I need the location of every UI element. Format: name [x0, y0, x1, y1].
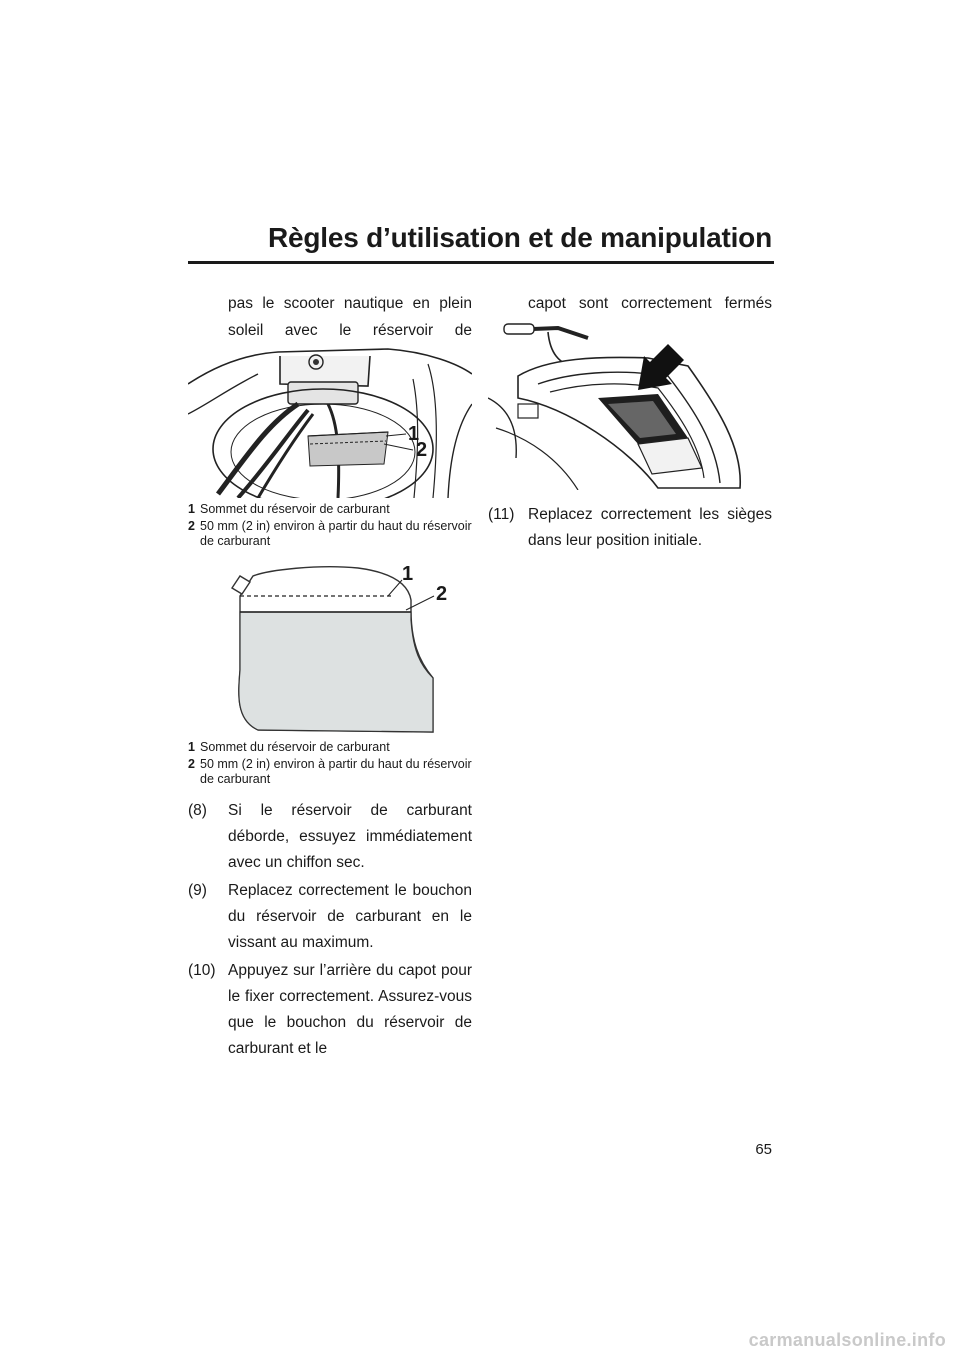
step-11: (11) Replacez correctement les sièges dans leur position initiale. — [488, 506, 772, 549]
title-rule — [188, 261, 774, 264]
figure1-caption — [188, 502, 472, 549]
caption-item: 1 Sommet du réservoir de carburant — [188, 740, 390, 754]
watermark: carmanualsonline.info — [748, 1330, 946, 1350]
intro-text: pas le scooter nautique en plein soleil avec le réservoir de — [228, 295, 472, 339]
figure1-callout-1: 1 — [408, 423, 420, 445]
figure1-callout-2: 2 — [416, 439, 428, 461]
continued-text: capot sont correctement fermés — [528, 295, 772, 312]
step-8: (8) Si le réservoir de carburant déborde, essuyez immédiatement avec un chiffon sec. — [188, 802, 472, 871]
step-9: (9) Replacez correctement le bouchon du réservoir de carburant en le vissant au maximum. — [188, 882, 472, 951]
fuel-tank-photo-figure — [188, 344, 472, 498]
watercraft-hood-figure — [488, 318, 772, 490]
caption-item: 2 50 mm (2 in) environ à partir du haut du réservoir de carburant — [188, 519, 472, 548]
page-title: Règles d’utilisation et de manipulation — [267, 222, 772, 253]
caption-item: 2 50 mm (2 in) environ à partir du haut du réservoir de carburant — [188, 757, 472, 786]
fuel-tank-diagram — [228, 560, 472, 736]
figure2-callout-2: 2 — [436, 583, 448, 605]
step-10: (10) Appuyez sur l’arrière du capot pour le fixer correctement. Assurez-vous que le bouchon du réservoir de carburant et le — [188, 962, 472, 1057]
figure2-caption — [188, 740, 472, 787]
figure2-callout-1: 1 — [402, 563, 414, 585]
caption-item: 1 Sommet du réservoir de carburant — [188, 502, 390, 516]
page-number: 65 — [755, 1141, 772, 1158]
